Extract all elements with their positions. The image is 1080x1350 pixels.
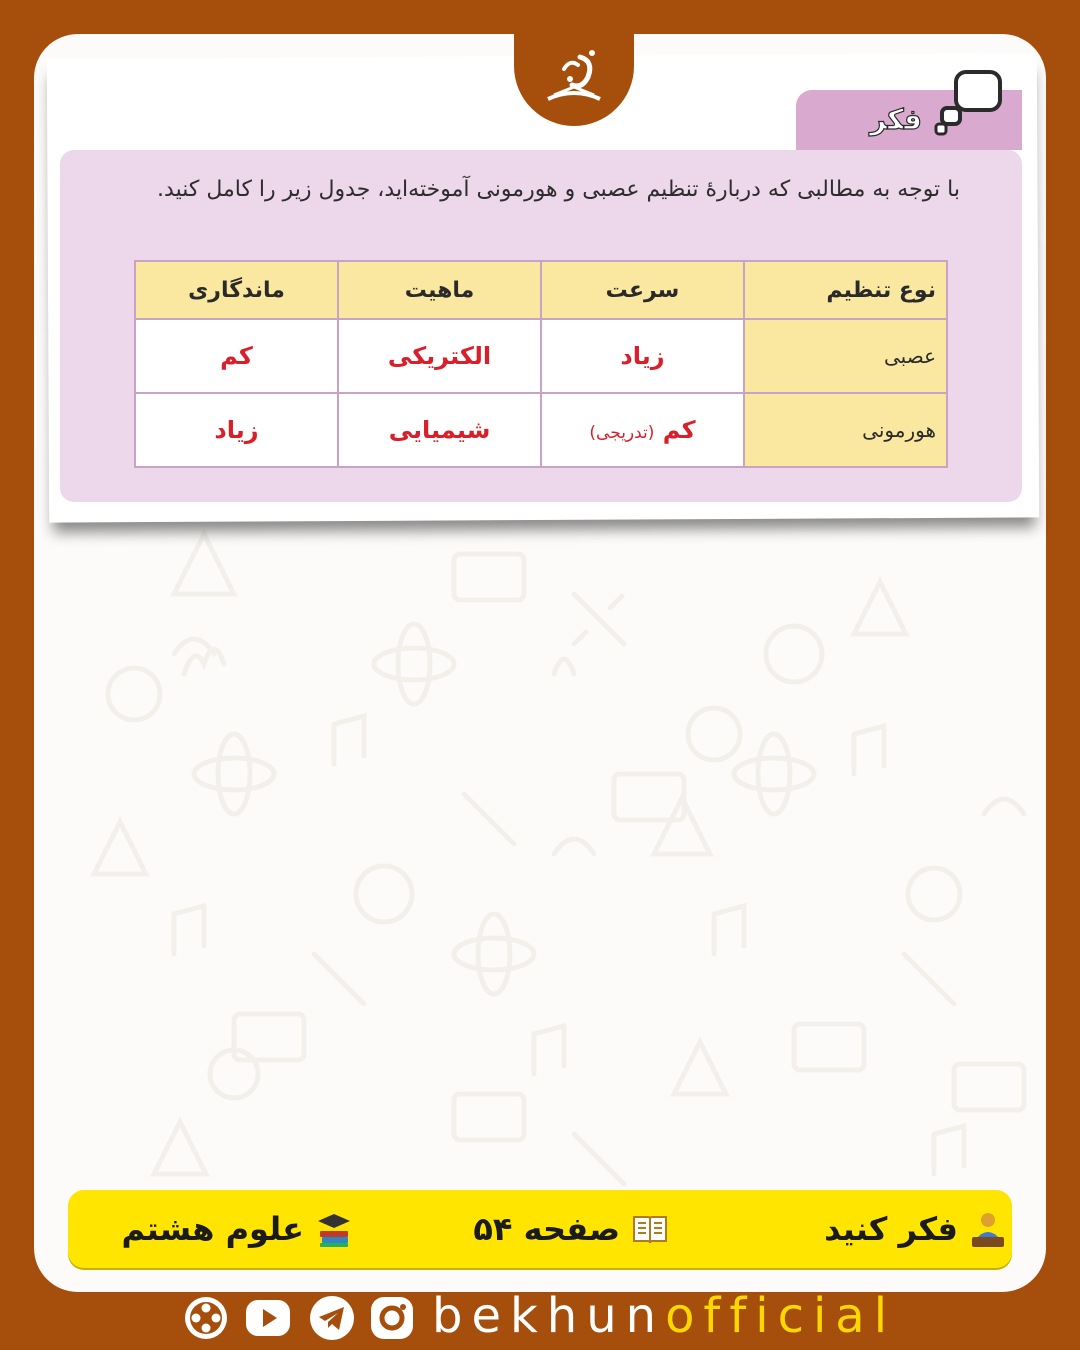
bar-item-page [473,1200,670,1258]
cell-note: (تدریجی) [589,423,655,443]
header-nature: ماهیت [338,261,541,319]
regulation-table [134,260,948,468]
cell-value: کم [662,416,696,444]
social-handle[interactable] [432,1284,896,1348]
graduation-books-icon [314,1209,354,1249]
cell-hormonal-speed [541,393,744,467]
youtube-icon[interactable] [244,1294,292,1342]
bar-topic-label: فکر کنید [824,1210,958,1248]
instagram-icon[interactable] [368,1294,416,1342]
header-speed: سرعت [541,261,744,319]
question-text: با توجه به مطالبی که دربارهٔ تنظیم عصبی و هورمونی آموخته‌اید، جدول زیر را کامل کنید. [157,177,960,202]
row-label-nervous: عصبی [744,319,947,393]
bar-page-label: صفحه ۵۴ [473,1210,620,1248]
film-reel-icon[interactable] [182,1294,230,1342]
cell-value: زیاد [620,342,665,370]
table-row [135,393,947,467]
think-badge-title: فکر [869,103,922,136]
cell-nervous-speed [541,319,744,393]
handle-part-2: official [665,1288,897,1344]
cell-hormonal-durability: زیاد [135,393,338,467]
table-header-row [135,261,947,319]
thought-bubble-icon [934,68,1006,138]
open-book-icon [630,1209,670,1249]
teacher-icon [968,1209,1008,1249]
header-regulation-type: نوع تنظیم [744,261,947,319]
cell-nervous-nature: الکتریکی [338,319,541,393]
cell-hormonal-nature: شیمیایی [338,393,541,467]
cell-nervous-durability: کم [135,319,338,393]
table-row [135,319,947,393]
bar-item-course [122,1200,354,1258]
telegram-icon[interactable] [308,1294,356,1342]
bar-course-label: علوم هشتم [121,1210,304,1248]
row-label-hormonal: هورمونی [744,393,947,467]
handle-part-1: bekhun [432,1288,666,1344]
bar-item-topic [824,1200,1008,1258]
brand-logo-icon [534,45,614,115]
header-durability: ماندگاری [135,261,338,319]
